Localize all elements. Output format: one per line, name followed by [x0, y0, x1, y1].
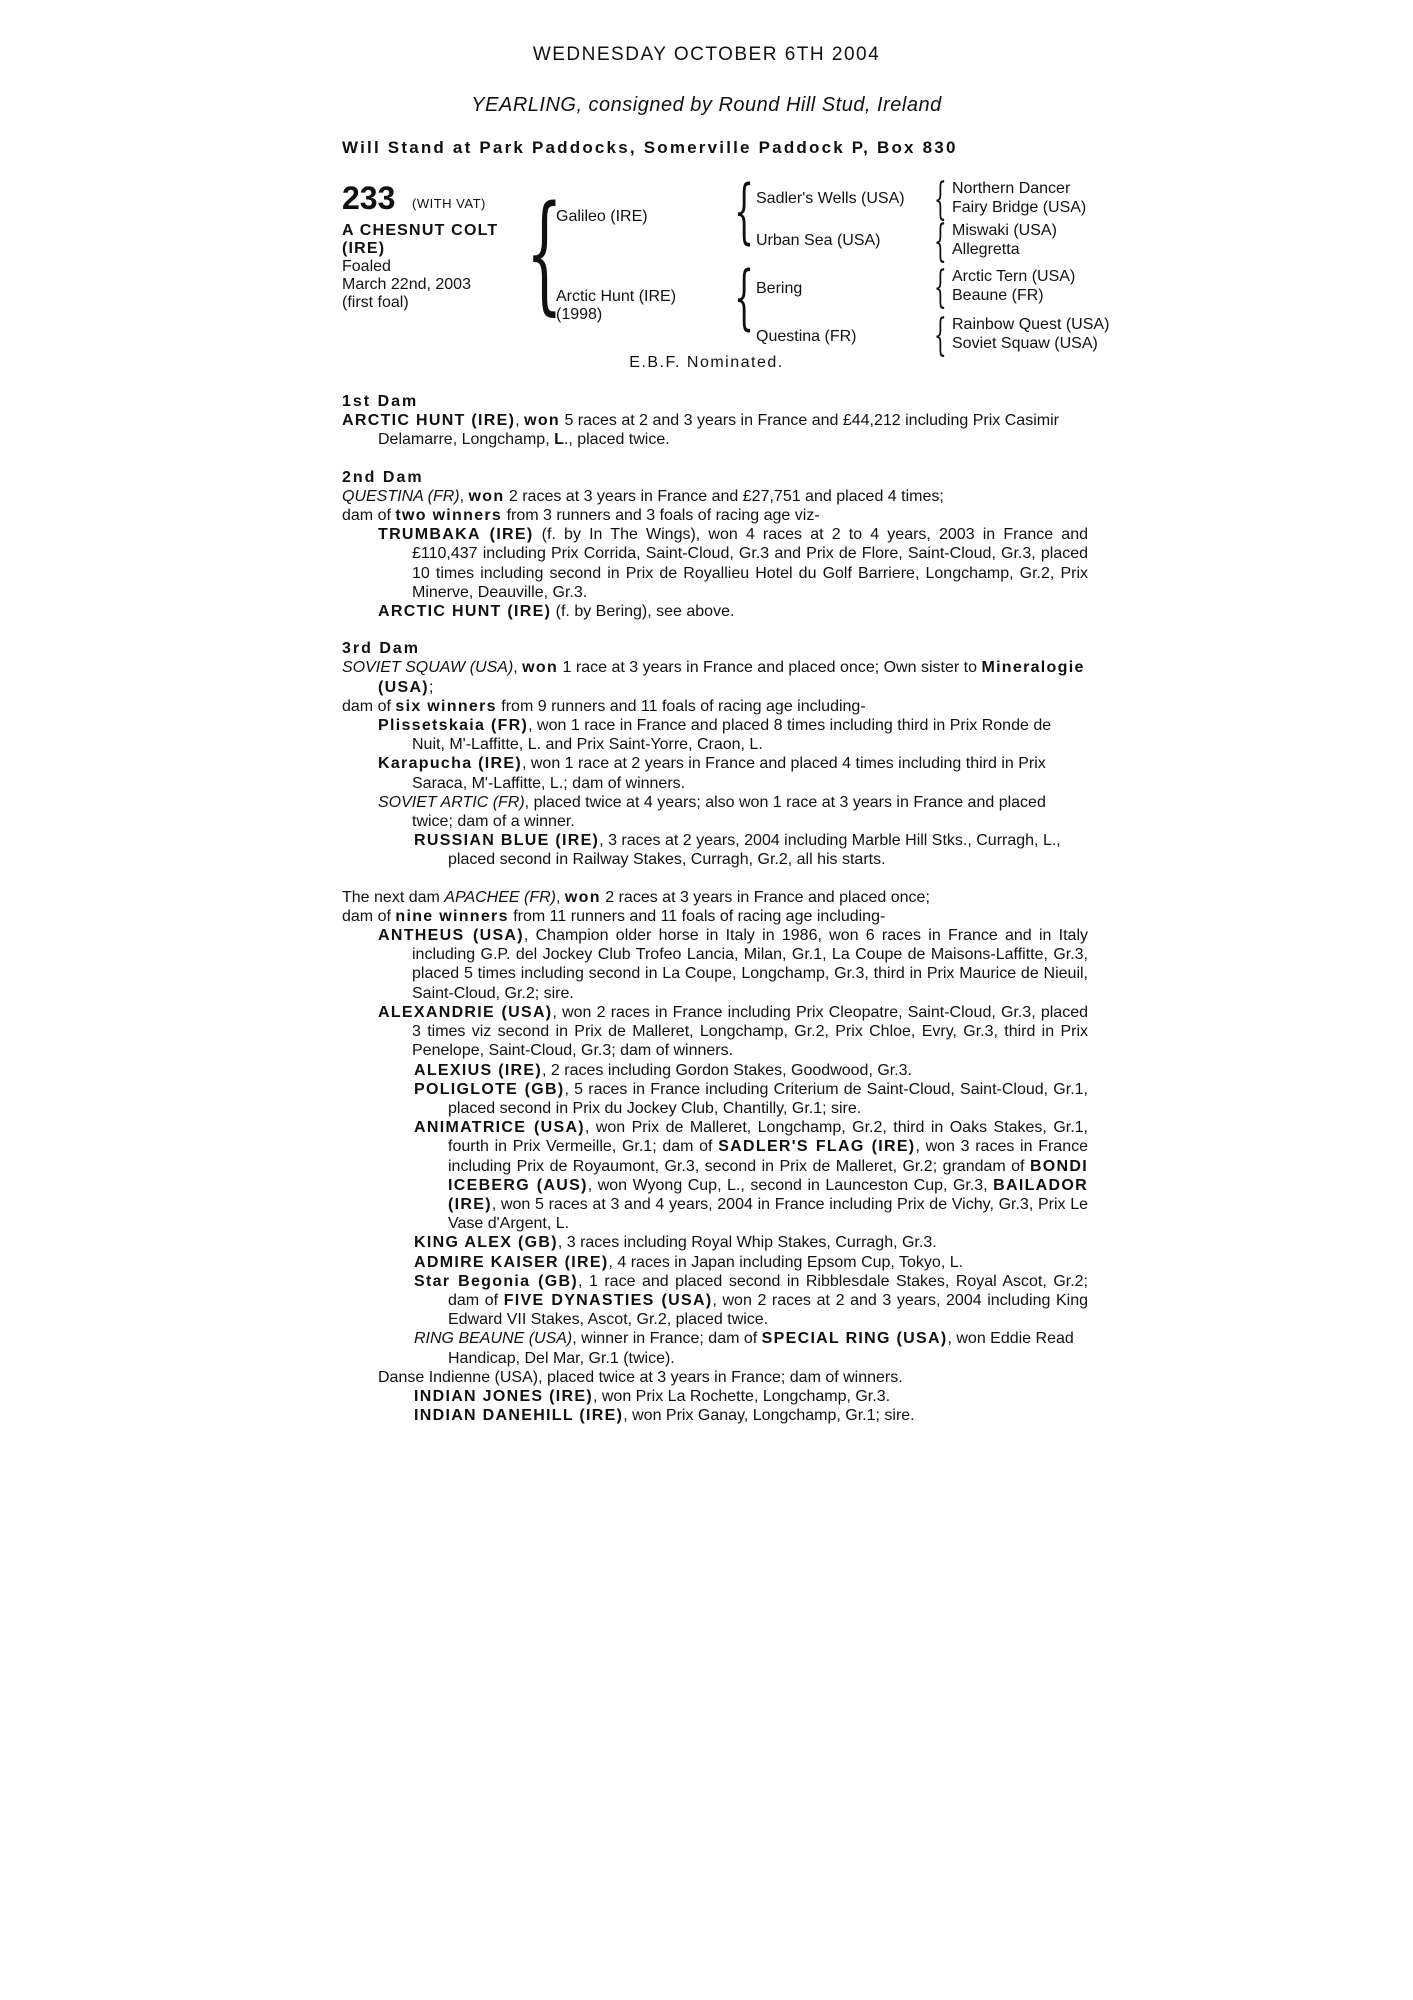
soviet-artic-record: , placed twice at 4 years; also won 1 race at 3 years in France and placed twice; dam of a winner. — [412, 793, 1046, 831]
animatrice-record-d: , won 5 races at 3 and 4 years, 2004 in France including Prix de Vichy, Gr.3, Prix Le Vase d'Argent, L. — [448, 1195, 1088, 1233]
pedigree-brace-ds: { — [934, 262, 947, 313]
pedigree-dd-dam: Soviet Squaw (USA) — [952, 335, 1098, 352]
produce-trumbaka — [378, 525, 1088, 602]
runners-text: from 9 runners and 11 foals of racing age including- — [501, 697, 866, 715]
produce-karapucha — [378, 754, 1088, 792]
pedigree-brace-sd: { — [934, 216, 947, 267]
vat-note: (WITH VAT) — [412, 196, 486, 211]
next-dam-produce — [342, 907, 1088, 926]
dam-of-label: dam of — [342, 907, 391, 925]
poliglote-record: , 5 races in France including Criterium de Saint-Cloud, Saint-Cloud, Gr.1, placed second in Prix du Jockey Club, Chantilly, Gr.1; sire. — [448, 1080, 1088, 1117]
antheus-record: , Champion older horse in Italy in 1986, won 6 races in France and in Italy including G.P. del Jockey Club Trofeo Lancia, Milan, Gr.1, La Coupe de Maisons-Laffitte, Gr.3, placed 5 times including second in La Coupe, Longchamp, Gr.3, third in Prix Maurice de Nieuil, Saint-Cloud, Gr.2; sire. — [412, 927, 1088, 1002]
star-begonia-record-b: , won 2 races at 2 and 3 years, 2004 including King Edward VII Stakes, Ascot, Gr.2, placed twice. — [448, 1291, 1089, 1329]
catalogue-body — [342, 392, 1088, 1425]
arctic-hunt-record: (f. by Bering), see above. — [555, 603, 735, 621]
first-dam-entry: ARCTIC HUNT (IRE), won 5 races at 2 and 3 years in France and £44,212 including Prix Casimir Delamarre, Longchamp, L., placed twice. — [342, 412, 1059, 449]
third-dam-record: 1 race at 3 years in France and placed once; Own sister — [562, 659, 960, 677]
won-word: won — [564, 888, 601, 906]
next-dam-entry: The next dam APACHEE (FR), won 2 races at 3 years in France and placed once; — [342, 888, 930, 906]
king-alex-record: , 3 races including Royal Whip Stakes, Curragh, Gr.3. — [557, 1234, 937, 1252]
produce-danse-indienne — [378, 1368, 1088, 1387]
pedigree-ss-sire: Northern Dancer — [952, 180, 1071, 197]
dam-of-label: dam of — [342, 697, 391, 715]
next-dam-label: The next dam — [342, 888, 440, 906]
pedigree-dam-year: (1998) — [556, 306, 603, 323]
foaled-label: Foaled — [342, 258, 391, 275]
produce-antheus — [378, 926, 1088, 1003]
danse-indienne-record: , placed twice at 3 years in France; dam of winners. — [538, 1368, 903, 1386]
pedigree-brace-sire: { — [734, 170, 755, 252]
consignment-line: YEARLING, consigned by Round Hill Stud, Ireland — [471, 94, 942, 116]
second-dam-produce — [342, 506, 1088, 525]
won-word: won — [468, 487, 505, 505]
indian-danehill-name: INDIAN DANEHILL (IRE) — [414, 1407, 624, 1425]
pedigree-sd-dam: Allegretta — [952, 241, 1020, 258]
produce-indian-danehill — [414, 1406, 1088, 1425]
produce-star-begonia — [414, 1272, 1088, 1330]
danse-indienne-name: Danse Indienne (USA) — [378, 1368, 539, 1386]
arctic-hunt-name: ARCTIC HUNT (IRE) — [378, 603, 552, 621]
indian-danehill-record: , won Prix Ganay, Longchamp, Gr.1; sire. — [623, 1407, 915, 1425]
second-dam-record: 2 races at 3 years in France and £27,751 and placed 4 times; — [508, 487, 944, 505]
next-dam-record: 2 races at 3 years in France and placed once; — [605, 888, 930, 906]
winners-count: six winners — [395, 697, 497, 715]
produce-alexius — [414, 1061, 1088, 1080]
animatrice-record-a: , won Prix de Malleret, Longchamp, Gr.2, third in Oaks Stakes, Gr.1, fourth in Prix Vermeille, Gr.1; dam of — [448, 1119, 1088, 1156]
produce-ring-beaune — [414, 1329, 1088, 1367]
stand-location: Will Stand at Park Paddocks, Somerville Paddock P, Box 830 — [342, 138, 958, 157]
star-begonia-record-a: , 1 race and placed second in Ribblesdale Stakes, Royal Ascot, Gr.2; dam of — [448, 1272, 1088, 1309]
semicolon: ; — [428, 678, 434, 696]
produce-soviet-artic — [378, 793, 1088, 831]
trumbaka-name: TRUMBAKA (IRE) — [378, 526, 534, 544]
lot-description — [342, 222, 532, 312]
king-alex-name: KING ALEX (GB) — [414, 1234, 558, 1252]
lot-number: 233 — [342, 180, 396, 216]
sadlers-flag-name: SADLER'S FLAG (IRE) — [718, 1138, 916, 1156]
first-dam-record: 5 races at 2 and 3 years in France and £44,212 including — [564, 412, 969, 430]
won-word: won — [522, 659, 559, 677]
pedigree-sire-sire: Sadler's Wells (USA) — [756, 190, 905, 207]
lot-name-line2: (IRE) — [342, 240, 386, 257]
animatrice-record-b: , won 3 races in France including Prix de Royaumont, Gr.3, second in Prix de Malleret, Gr.2; grandam of — [448, 1138, 1088, 1175]
produce-king-alex — [414, 1233, 1088, 1252]
produce-arctic-hunt — [378, 602, 1088, 621]
pedigree-brace-dd: { — [934, 310, 947, 361]
pedigree-brace-dam: { — [734, 256, 755, 338]
animatrice-record-c: , won Wyong Cup, L., second in Launceston Cup, Gr.3, — [587, 1176, 988, 1194]
foaled-date: March 22nd, 2003 — [342, 276, 471, 293]
first-dam-end: ., placed twice. — [563, 431, 670, 449]
second-dam-name: QUESTINA (FR) — [342, 487, 460, 505]
first-dam-heading: 1st Dam — [342, 393, 419, 410]
animatrice-name: ANIMATRICE (USA) — [414, 1119, 585, 1137]
indian-jones-name: INDIAN JONES (IRE) — [414, 1387, 593, 1405]
karapucha-name: Karapucha (IRE) — [378, 755, 522, 773]
pedigree-dam: Arctic Hunt (IRE) — [556, 288, 677, 305]
ring-beaune-record-a: , winner in France; dam of — [572, 1330, 758, 1348]
pedigree-ds-dam: Beaune (FR) — [952, 287, 1044, 304]
poliglote-name: POLIGLOTE (GB) — [414, 1080, 565, 1098]
produce-animatrice — [414, 1118, 1088, 1233]
plissetskaia-name: Plissetskaia (FR) — [378, 717, 529, 735]
sale-date: WEDNESDAY OCTOBER 6TH 2004 — [532, 44, 881, 65]
five-dynasties-name: FIVE DYNASTIES (USA) — [503, 1291, 713, 1309]
alexius-record: , 2 races including Gordon Stakes, Goodwood, Gr.3. — [542, 1061, 913, 1079]
pedigree-ss-dam: Fairy Bridge (USA) — [952, 199, 1087, 216]
dam-of-label: dam of — [342, 507, 391, 525]
antheus-name: ANTHEUS (USA) — [378, 927, 524, 945]
foal-note: (first foal) — [342, 294, 409, 311]
winners-count: nine winners — [395, 907, 509, 925]
pedigree-sd-sire: Miswaki (USA) — [952, 222, 1057, 239]
pedigree-sire-dam: Urban Sea (USA) — [756, 232, 881, 249]
third-dam-name: SOVIET SQUAW (USA) — [342, 659, 514, 677]
to-word: to — [963, 659, 977, 677]
pedigree-brace-main: { — [526, 179, 563, 328]
produce-plissetskaia — [378, 716, 1088, 754]
special-ring-name: SPECIAL RING (USA) — [761, 1330, 948, 1348]
star-begonia-name: Star Begonia (GB) — [414, 1272, 578, 1290]
plissetskaia-record: , won 1 race in France and placed 8 times including third in Prix Ronde de Nuit, M'-Laffitte, L. and Prix Saint-Yorre, Craon, L. — [412, 717, 1052, 754]
third-dam-entry: SOVIET SQUAW (USA), won 1 race at 3 years in France and placed once; Own sister to Mineralogie (USA); — [342, 659, 1085, 696]
pedigree-dam-dam: Questina (FR) — [756, 328, 857, 345]
pedigree-brace-ss: { — [934, 174, 947, 225]
third-dam-heading: 3rd Dam — [342, 640, 421, 658]
first-dam-race: Prix Casimir Delamarre, Longchamp, — [378, 412, 1059, 449]
alexandrie-name: ALEXANDRIE (USA) — [378, 1003, 553, 1021]
third-dam-produce — [342, 697, 1088, 716]
alexandrie-record: , won 2 races in France including Prix Cleopatre, Saint-Cloud, Gr.3, placed 3 times viz second in Prix de Malleret, Longchamp, Gr.2, Prix Chloe, Evry, Gr.3, third in Prix Penelope, Saint-Cloud, Gr.3; dam of winners. — [412, 1003, 1088, 1060]
pedigree-sire: Galileo (IRE) — [556, 208, 648, 225]
pedigree-ds-sire: Arctic Tern (USA) — [952, 268, 1076, 285]
soviet-artic-name: SOVIET ARTIC (FR) — [378, 793, 525, 811]
second-dam-heading: 2nd Dam — [342, 468, 424, 486]
pedigree-dam-sire: Bering — [756, 280, 803, 297]
russian-blue-name: RUSSIAN BLUE (IRE) — [414, 832, 600, 850]
ring-beaune-name: RING BEAUNE (USA) — [414, 1330, 573, 1348]
winners-count: two winners — [395, 507, 503, 525]
indian-jones-record: , won Prix La Rochette, Longchamp, Gr.3. — [592, 1387, 891, 1405]
runners-text: from 11 runners and 11 foals of racing age including- — [513, 907, 886, 925]
trumbaka-record: (f. by In The Wings), won 4 races at 2 to 4 years, 2003 in France and £110,437 including Prix Corrida, Saint-Cloud, Gr.3 and Prix de Flore, Saint-Cloud, Gr.3, placed 10 times including second in Prix de Royallieu Hotel du Golf Barriere, Longchamp, Gr.2, Prix Minerve, Deauville, Gr.3. — [412, 526, 1088, 601]
ring-beaune-record-b: , won Eddie Read Handicap, Del Mar, Gr.1 (twice). — [448, 1330, 1074, 1367]
produce-admire-kaiser — [414, 1253, 1088, 1272]
produce-russian-blue — [414, 831, 1088, 869]
second-dam-entry: QUESTINA (FR), won 2 races at 3 years in France and £27,751 and placed 4 times; — [342, 487, 944, 505]
produce-poliglote — [414, 1080, 1088, 1118]
ebf-nominated: E.B.F. Nominated. — [629, 354, 784, 371]
first-dam-name: ARCTIC HUNT (IRE) — [342, 412, 516, 430]
karapucha-record: , won 1 race at 2 years in France and placed 4 times including third in Prix Saraca, M'-Laffitte, L.; dam of winners. — [412, 755, 1046, 792]
bondi-iceberg-name: BONDI ICEBERG (AUS) — [448, 1157, 1089, 1194]
next-dam-name: APACHEE (FR) — [444, 888, 556, 906]
admire-kaiser-record: , 4 races in Japan including Epsom Cup, Tokyo, L. — [608, 1253, 964, 1271]
admire-kaiser-name: ADMIRE KAISER (IRE) — [414, 1253, 609, 1271]
first-dam-grade: L — [554, 431, 564, 449]
bailador-name: BAILADOR (IRE) — [448, 1176, 1088, 1213]
alexius-name: ALEXIUS (IRE) — [414, 1061, 543, 1079]
pedigree-dd-sire: Rainbow Quest (USA) — [952, 316, 1110, 333]
runners-text: from 3 runners and 3 foals of racing age viz- — [506, 507, 820, 525]
produce-indian-jones — [414, 1387, 1088, 1406]
russian-blue-record: , 3 races at 2 years, 2004 including Marble Hill Stks., Curragh, L., placed second in Railway Stakes, Curragh, Gr.2, all his starts. — [448, 832, 1061, 869]
mineralogie-name: Mineralogie (USA) — [378, 659, 1085, 696]
won-word: won — [524, 412, 560, 430]
lot-name-line1: A CHESNUT COLT — [342, 222, 499, 239]
produce-alexandrie — [378, 1003, 1088, 1061]
